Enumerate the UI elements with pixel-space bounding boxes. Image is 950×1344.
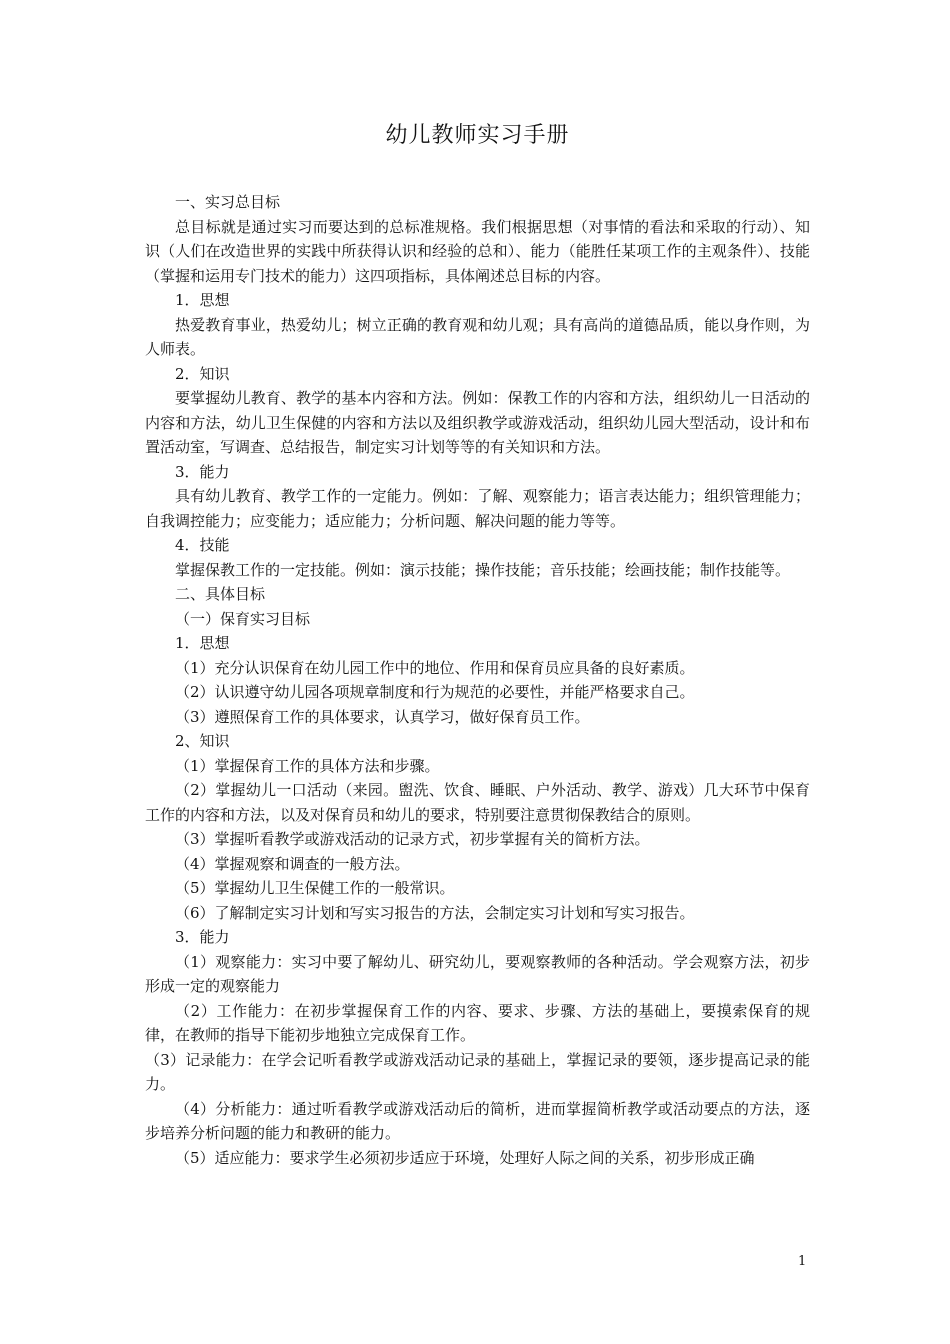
list-item: （2）认识遵守幼儿园各项规章制度和行为规范的必要性，并能严格要求自己。: [175, 683, 695, 701]
paragraph: 热爱教育事业，热爱幼儿；树立正确的教育观和幼儿观；具有高尚的道德品质，能以身作则，为人师表。: [145, 315, 810, 358]
paragraph: 具有幼儿教育、教学工作的一定能力。例如：了解、观察能力；语言表达能力；组织管理能力；自我调控能力；应变能力；适应能力；分析问题、解决问题的能力等等。: [145, 487, 810, 530]
list-item: （3）掌握听看教学或游戏活动的记录方式，初步掌握有关的简析方法。: [175, 830, 650, 848]
list-item: （4）掌握观察和调查的一般方法。: [175, 854, 410, 873]
list-item: （4）分析能力：通过听看教学或游戏活动后的简析，进而掌握简析教学或活动要点的方法，逐步培养分析问题的能力和教研的能力。: [145, 1099, 810, 1142]
subsection-heading: 3．能力: [175, 928, 230, 946]
subsection-heading: （一）保育实习目标: [175, 609, 311, 628]
section-heading: 一、实习总目标: [175, 193, 281, 211]
list-item: （2）工作能力：在初步掌握保育工作的内容、要求、步骤、方法的基础上，要摸索保育的规律，在教师的指导下能初步地独立完成保育工作。: [145, 1001, 810, 1044]
list-item: （3）遵照保育工作的具体要求，认真学习，做好保育员工作。: [175, 707, 590, 726]
list-item: （3）记录能力：在学会记听看教学或游戏活动记录的基础上，掌握记录的要领，逐步提高记录的能力。: [145, 1050, 810, 1093]
paragraph: 掌握保教工作的一定技能。例如：演示技能；操作技能；音乐技能；绘画技能；制作技能等。: [175, 560, 791, 579]
list-item: （5）适应能力：要求学生必须初步适应于环境，处理好人际之间的关系，初步形成正确: [175, 1148, 755, 1167]
subsection-heading: 4．技能: [175, 536, 230, 554]
paragraph: 要掌握幼儿教育、教学的基本内容和方法。例如：保教工作的内容和方法，组织幼儿一日活动的内容和方法，幼儿卫生保健的内容和方法以及组织教学或游戏活动，组织幼儿园大型活动，设计和布置活动室，写调查、总结报告，制定实习计划等等的有关知识和方法。: [145, 389, 810, 456]
list-item: （2）掌握幼儿一口活动（来园。盥洗、饮食、睡眠、户外活动、教学、游戏）几大环节中保育工作的内容和方法，以及对保育员和幼儿的要求，特别要注意贯彻保教结合的原则。: [145, 781, 810, 824]
list-item: （5）掌握幼儿卫生保健工作的一般常识。: [175, 879, 455, 897]
page-number: 1: [798, 1254, 807, 1269]
subsection-heading: 1．思想: [175, 634, 230, 652]
list-item: （1）充分认识保育在幼儿园工作中的地位、作用和保育员应具备的良好素质。: [175, 658, 695, 677]
list-item: （6）了解制定实习计划和写实习报告的方法，会制定实习计划和写实习报告。: [175, 903, 695, 922]
document-title: 幼儿教师实习手册: [385, 123, 570, 148]
subsection-heading: 3．能力: [175, 462, 230, 481]
list-item: （1）掌握保育工作的具体方法和步骤。: [175, 756, 440, 775]
subsection-heading: 1．思想: [175, 291, 230, 309]
subsection-heading: 2．知识: [175, 364, 230, 383]
document-body: [145, 190, 810, 1170]
section-heading: 二、具体目标: [175, 585, 266, 603]
list-item: （1）观察能力：实习中要了解幼儿、研究幼儿，要观察教师的各种活动。学会观察方法，初步形成一定的观察能力: [145, 952, 810, 995]
paragraph: 总目标就是通过实习而要达到的总标准规格。我们根据思想（对事情的看法和采取的行动）、知识（人们在改造世界的实践中所获得认识和经验的总和）、能力（能胜任某项工作的主观条件）、技能（掌握和运用专门技术的能力）这四项指标，具体阐述总目标的内容。: [145, 217, 810, 285]
subsection-heading: 2、知识: [175, 732, 230, 750]
